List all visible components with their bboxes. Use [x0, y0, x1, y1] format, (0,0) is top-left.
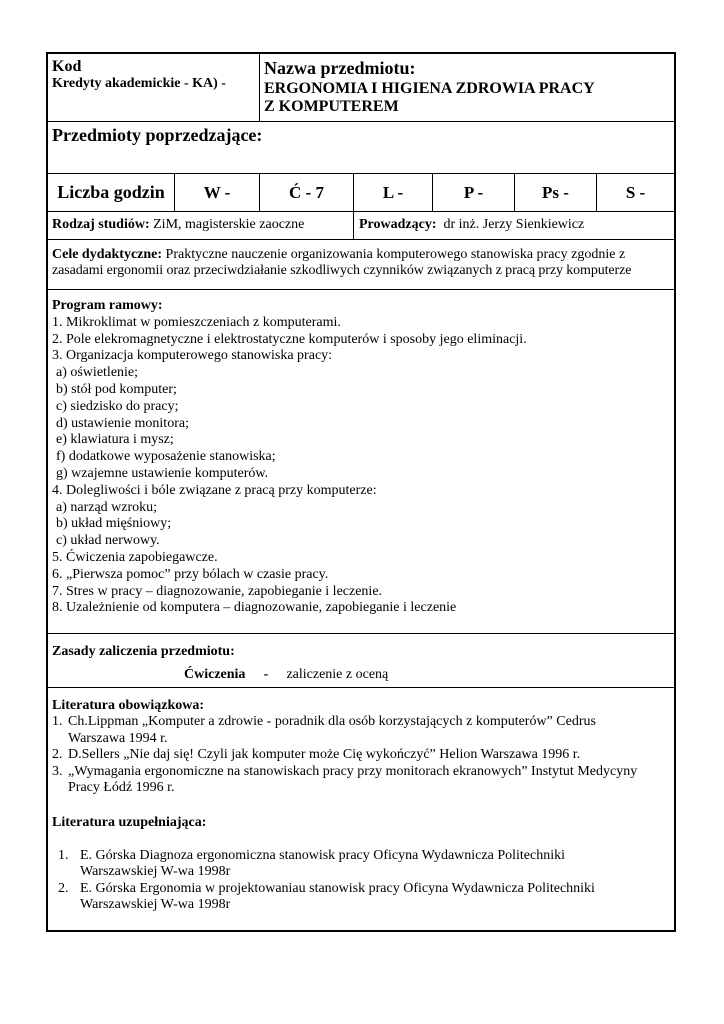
kredyty-label: Kredyty akademickie - KA) - [52, 76, 226, 91]
program-item: a) oświetlenie; [56, 365, 139, 381]
literature-item [52, 848, 670, 881]
literature-item-number: 2. [52, 747, 63, 762]
literature-row [48, 688, 674, 932]
goals-row [48, 240, 674, 290]
course-title-line1: ERGONOMIA I HIGIENA ZDROWIA PRACY [264, 80, 595, 97]
literature-required-label: Literatura obowiązkowa: [52, 698, 205, 713]
program-item: 5. Ćwiczenia zapobiegawcze. [52, 549, 218, 565]
study-type-value: ZiM, magisterskie zaoczne [153, 217, 305, 232]
nazwa-label: Nazwa przedmiotu: [264, 58, 416, 78]
program-list [52, 315, 670, 617]
hours-c: Ć - 7 [259, 174, 353, 211]
grading-line [52, 667, 670, 683]
literature-supplementary-label: Literatura uzupełniająca: [52, 814, 207, 830]
literature-item-number: 1. [52, 714, 63, 729]
course-title-line2: Z KOMPUTEREM [264, 98, 399, 115]
grading-label: Zasady zaliczenia przedmiotu: [52, 644, 235, 659]
literature-item-line1: D.Sellers „Nie daj się! Czyli jak komputer może Cię wykończyć” Helion Warszawa 1996 r. [68, 747, 581, 762]
program-item: 1. Mikroklimat w pomieszczeniach z komputerami. [52, 314, 341, 330]
literature-item [52, 714, 670, 747]
program-item: f) dodatkowe wyposażenie stanowiska; [56, 449, 276, 465]
program-item: b) stół pod komputer; [56, 381, 177, 397]
literature-item-line1: E. Górska Diagnoza ergonomiczna stanowisk pracy Oficyna Wydawnicza Politechniki [80, 847, 565, 863]
teacher-label: Prowadzący: [359, 217, 437, 232]
program-item: 3. Organizacja komputerowego stanowiska pracy: [52, 348, 333, 364]
program-item: 6. „Pierwsza pomoc” przy bólach w czasie pracy. [52, 566, 329, 582]
prerequisites-row [48, 122, 674, 174]
hours-w: W - [174, 174, 259, 211]
program-item: 2. Pole elekromagnetyczne i elektrostatyczne komputerów i sposoby jego eliminacji. [52, 331, 527, 347]
program-item: 7. Stres w pracy – diagnozowanie, zapobieganie i leczenie. [52, 583, 383, 599]
goals-line1: Praktyczne nauczenie organizowania komputerowego stanowiska pracy zgodnie z [165, 247, 626, 262]
literature-item-line1: Ch.Lippman „Komputer a zdrowie - poradnik dla osób korzystających z komputerów” Cedrus [68, 714, 596, 729]
goals-line1-wrap [52, 247, 670, 263]
program-item: 4. Dolegliwości i bóle związane z pracą przy komputerze: [52, 482, 377, 498]
kod-cell [48, 54, 259, 121]
study-type-cell [48, 212, 353, 239]
prerequisites-label: Przedmioty poprzedzające: [52, 125, 263, 145]
literature-item [52, 881, 670, 914]
hours-p: P - [432, 174, 514, 211]
literature-item-line2: Warszawskiej W-wa 1998r [80, 897, 231, 912]
program-item: g) wzajemne ustawienie komputerów. [56, 465, 269, 481]
grading-row [48, 634, 674, 688]
program-item: a) narząd wzroku; [56, 499, 158, 515]
literature-item-line2: Warszawa 1994 r. [68, 730, 168, 746]
grading-dash: - [263, 667, 269, 682]
literature-item-number: 2. [58, 880, 69, 896]
study-row [48, 212, 674, 240]
teacher-value: dr inż. Jerzy Sienkiewicz [443, 217, 585, 232]
study-type-label: Rodzaj studiów: [52, 217, 150, 232]
nazwa-cell [259, 54, 674, 121]
literature-required-list [52, 714, 670, 797]
hours-l: L - [353, 174, 432, 211]
hours-label: Liczba godzin [57, 182, 165, 202]
goals-line2: zasadami ergonomii oraz przeciwdziałanie szkodliwych czynników związanych z pracą przy komputerze [52, 263, 632, 278]
literature-item-line2: Warszawskiej W-wa 1998r [80, 864, 231, 879]
hours-row [48, 174, 674, 212]
grading-value: zaliczenie z oceną [286, 667, 389, 682]
goals-label: Cele dydaktyczne: [52, 247, 163, 262]
literature-item [52, 764, 670, 797]
literature-item-line1: „Wymagania ergonomiczne na stanowiskach pracy przy monitorach ekranowych” Instytut Medycyny [68, 763, 638, 779]
literature-item-number: 1. [58, 847, 69, 863]
program-item: d) ustawienie monitora; [56, 415, 189, 431]
hours-s: S - [596, 174, 674, 211]
program-item: c) układ nerwowy. [56, 533, 160, 549]
literature-item-number: 3. [52, 763, 63, 779]
literature-item [52, 747, 670, 764]
hours-ps: Ps - [514, 174, 596, 211]
syllabus-form [46, 52, 676, 932]
program-row [48, 290, 674, 634]
header-row [48, 54, 674, 122]
program-label: Program ramowy: [52, 298, 163, 313]
program-item: e) klawiatura i mysz; [56, 432, 174, 448]
teacher-cell [353, 212, 674, 239]
literature-item-line1: E. Górska Ergonomia w projektowaniau stanowisk pracy Oficyna Wydawnicza Politechniki [80, 880, 595, 896]
program-item: b) układ mięśniowy; [56, 516, 172, 532]
literature-item-line2: Pracy Łódź 1996 r. [68, 780, 175, 795]
kod-label: Kod [52, 58, 82, 75]
literature-supplementary-list [52, 848, 670, 914]
program-item: 8. Uzależnienie od komputera – diagnozowanie, zapobieganie i leczenie [52, 600, 457, 616]
program-item: c) siedzisko do pracy; [56, 398, 179, 414]
grading-type: Ćwiczenia [184, 667, 246, 682]
